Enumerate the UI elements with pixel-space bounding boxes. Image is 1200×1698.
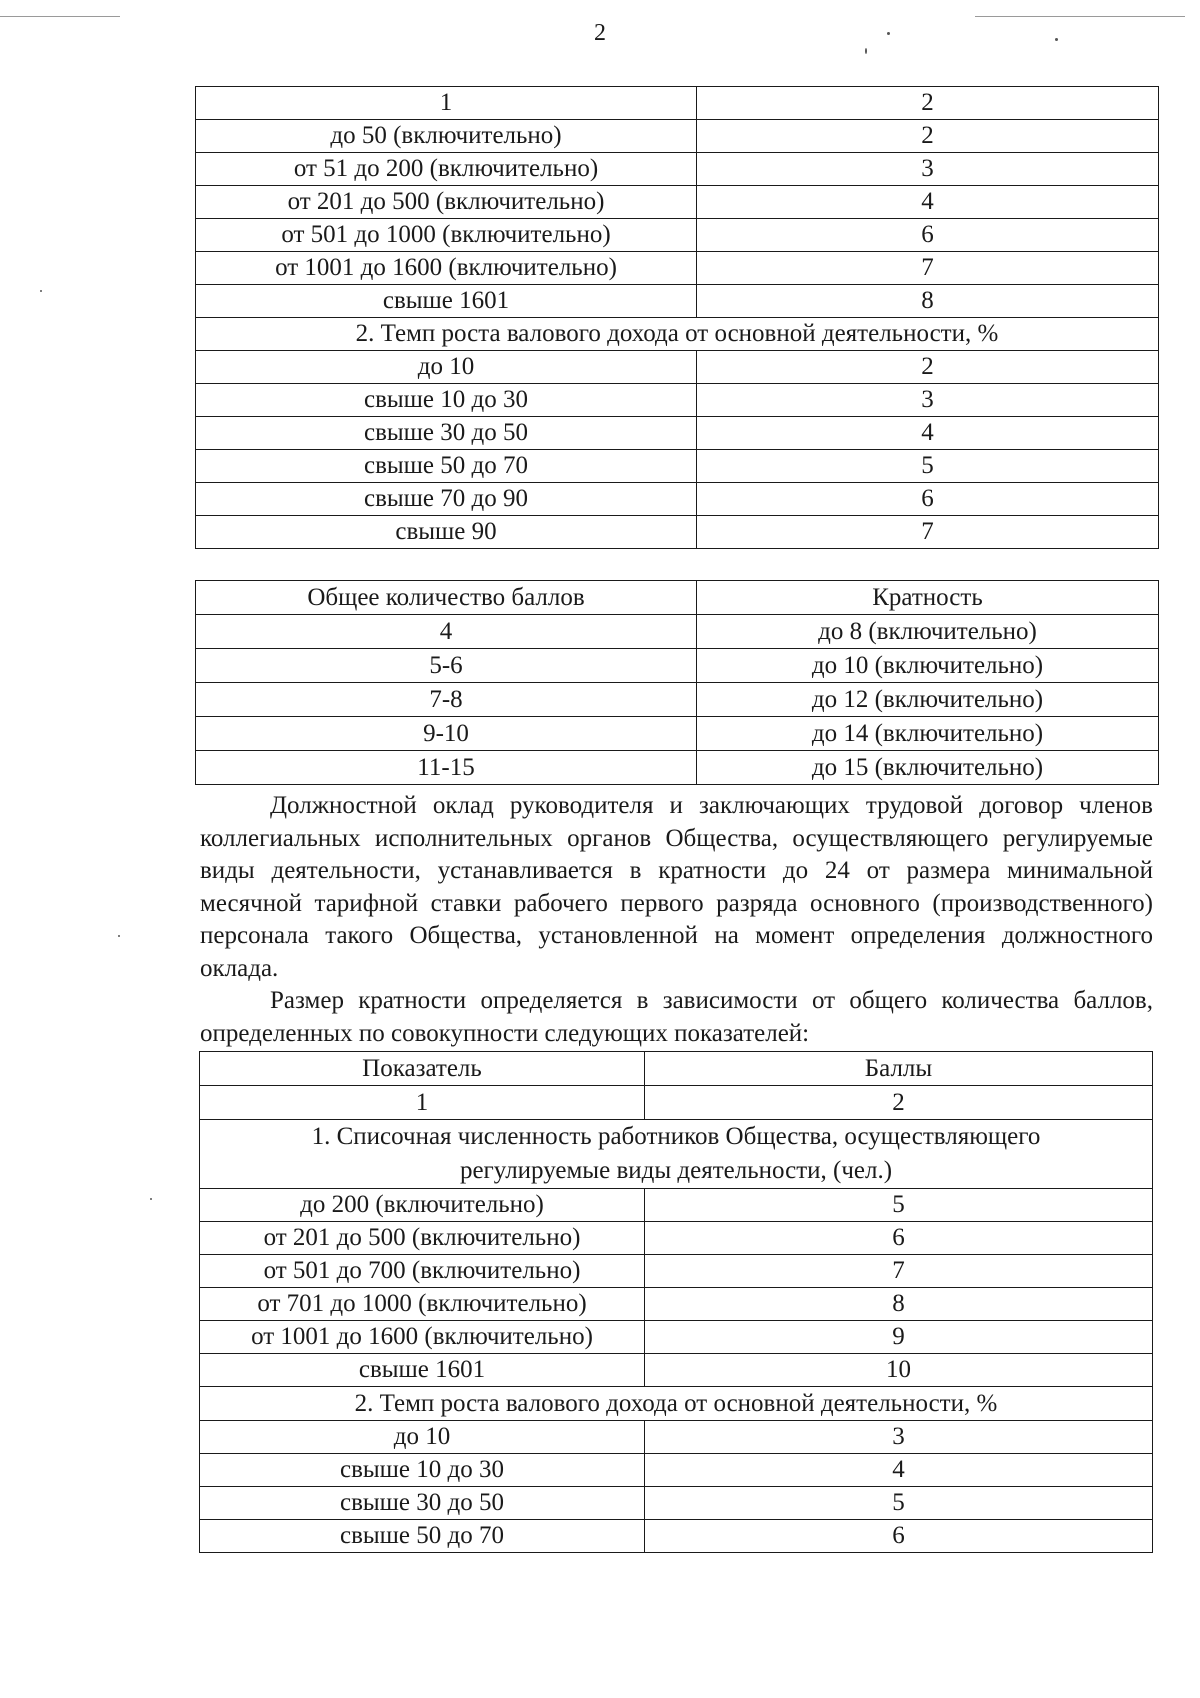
table-row [200, 1354, 1153, 1387]
cell-value: 7 [697, 516, 1159, 549]
cell-value: 4 [645, 1454, 1153, 1487]
table-row [200, 1487, 1153, 1520]
table-row [196, 516, 1159, 549]
table-row [196, 351, 1159, 384]
table-row [196, 120, 1159, 153]
table-row [200, 1321, 1153, 1354]
table-row [196, 252, 1159, 285]
column-header: Кратность [697, 581, 1159, 615]
table-header-row [200, 1052, 1153, 1086]
cell-label: от 1001 до 1600 (включительно) [200, 1321, 645, 1354]
cell-label: свыше 50 до 70 [200, 1520, 645, 1553]
scan-speck [865, 48, 867, 54]
cell-label: от 51 до 200 (включительно) [196, 153, 697, 186]
table-row [200, 1189, 1153, 1222]
table-section-title [200, 1387, 1153, 1421]
column-header: Баллы [645, 1052, 1153, 1086]
cell-label: до 200 (включительно) [200, 1189, 645, 1222]
cell-label: 9-10 [196, 717, 697, 751]
section-title-line: 1. Списочная численность работников Общества, осуществляющего [311, 1123, 1041, 1150]
paragraph-multiplicity-rule [200, 985, 1153, 1050]
table-header-row [196, 581, 1159, 615]
page-number: 2 [594, 20, 606, 46]
cell-value: 6 [697, 483, 1159, 516]
cell-label: до 10 [196, 351, 697, 384]
cell-value: 9 [645, 1321, 1153, 1354]
cell-value: 6 [645, 1520, 1153, 1553]
cell-value: 10 [645, 1354, 1153, 1387]
cell-label: свыше 1601 [200, 1354, 645, 1387]
section-title: 2. Темп роста валового дохода от основной деятельности, % [196, 318, 1159, 351]
scan-speck [40, 290, 42, 292]
scan-edge-line [0, 16, 120, 17]
cell-value: 3 [697, 153, 1159, 186]
table-row [196, 483, 1159, 516]
table-row [196, 683, 1159, 717]
table-row [196, 615, 1159, 649]
table-bonus-points-continued [195, 86, 1159, 549]
table-row [200, 1255, 1153, 1288]
column-number: 2 [645, 1086, 1153, 1120]
table-row [200, 1086, 1153, 1120]
table-row [196, 450, 1159, 483]
table-section-title [200, 1120, 1153, 1189]
paragraph-text: Размер кратности определяется в зависимости от общего количества баллов, определенных по совокупности следующих показателей: [200, 987, 1153, 1047]
table-row [200, 1222, 1153, 1255]
scan-edge-line [975, 16, 1185, 17]
cell-value: 2 [697, 120, 1159, 153]
cell-value: 5 [645, 1189, 1153, 1222]
cell-value: 4 [697, 186, 1159, 219]
cell-label: 5-6 [196, 649, 697, 683]
section-title: 2. Темп роста валового дохода от основной деятельности, % [200, 1387, 1153, 1421]
table-row [200, 1421, 1153, 1454]
table-row [200, 1520, 1153, 1553]
cell-label: свыше 90 [196, 516, 697, 549]
cell-value: до 14 (включительно) [697, 717, 1159, 751]
section-title [200, 1120, 1153, 1189]
cell-label: свыше 10 до 30 [196, 384, 697, 417]
cell-value: 8 [697, 285, 1159, 318]
cell-label: от 501 до 1000 (включительно) [196, 219, 697, 252]
table-row [196, 384, 1159, 417]
cell-label: 4 [196, 615, 697, 649]
cell-label: от 701 до 1000 (включительно) [200, 1288, 645, 1321]
cell-value: 8 [645, 1288, 1153, 1321]
cell-label: свыше 50 до 70 [196, 450, 697, 483]
cell-label: 11-15 [196, 751, 697, 785]
table-row [196, 219, 1159, 252]
cell-label: свыше 10 до 30 [200, 1454, 645, 1487]
table-row [200, 1288, 1153, 1321]
cell-value: 5 [645, 1487, 1153, 1520]
paragraph-text: Должностной оклад руководителя и заключающих трудовой договор членов коллегиальных исполнительных органов Общества, осуществляющего регулируемые виды деятельности, устанавливается в кратности до 24 от размера минимальной месячной тарифной ставки рабочего первого разряда основного (производственного) персонала такого Общества, установленной на момент определения должностного оклада. [200, 792, 1153, 982]
cell-label: свыше 1601 [196, 285, 697, 318]
cell-value: до 12 (включительно) [697, 683, 1159, 717]
section-title-line: регулируемые виды деятельности, (чел.) [459, 1157, 893, 1184]
cell-label: от 501 до 700 (включительно) [200, 1255, 645, 1288]
cell-label: до 50 (включительно) [196, 120, 697, 153]
scan-speck [150, 1198, 152, 1200]
cell-label: от 201 до 500 (включительно) [200, 1222, 645, 1255]
table-row [196, 751, 1159, 785]
cell-value: до 10 (включительно) [697, 649, 1159, 683]
table-row [200, 1454, 1153, 1487]
column-number: 1 [200, 1086, 645, 1120]
cell-label: от 201 до 500 (включительно) [196, 186, 697, 219]
cell-value: 2 [697, 351, 1159, 384]
cell-label: 7-8 [196, 683, 697, 717]
cell-value: 7 [645, 1255, 1153, 1288]
cell-value: 6 [697, 219, 1159, 252]
table-indicators-points [199, 1051, 1153, 1553]
scan-speck [118, 935, 120, 937]
cell-label: свыше 70 до 90 [196, 483, 697, 516]
cell-label: свыше 30 до 50 [200, 1487, 645, 1520]
cell-label: от 1001 до 1600 (включительно) [196, 252, 697, 285]
cell-label: свыше 30 до 50 [196, 417, 697, 450]
table-row [196, 649, 1159, 683]
cell-value: 5 [697, 450, 1159, 483]
cell-value: до 8 (включительно) [697, 615, 1159, 649]
paragraph-salary-rule [200, 790, 1153, 985]
table-row [196, 186, 1159, 219]
cell-label: до 10 [200, 1421, 645, 1454]
column-header: Общее количество баллов [196, 581, 697, 615]
cell-value: до 15 (включительно) [697, 751, 1159, 785]
table-multiplicity [195, 580, 1159, 785]
column-header: Показатель [200, 1052, 645, 1086]
cell-value: 6 [645, 1222, 1153, 1255]
table-row [196, 87, 1159, 120]
table-row [196, 153, 1159, 186]
table-row [196, 285, 1159, 318]
cell-value: 4 [697, 417, 1159, 450]
cell-value: 2 [697, 87, 1159, 120]
table-section-title [196, 318, 1159, 351]
cell-value: 3 [697, 384, 1159, 417]
table-row [196, 417, 1159, 450]
cell-value: 3 [645, 1421, 1153, 1454]
cell-label: 1 [196, 87, 697, 120]
table-row [196, 717, 1159, 751]
cell-value: 7 [697, 252, 1159, 285]
